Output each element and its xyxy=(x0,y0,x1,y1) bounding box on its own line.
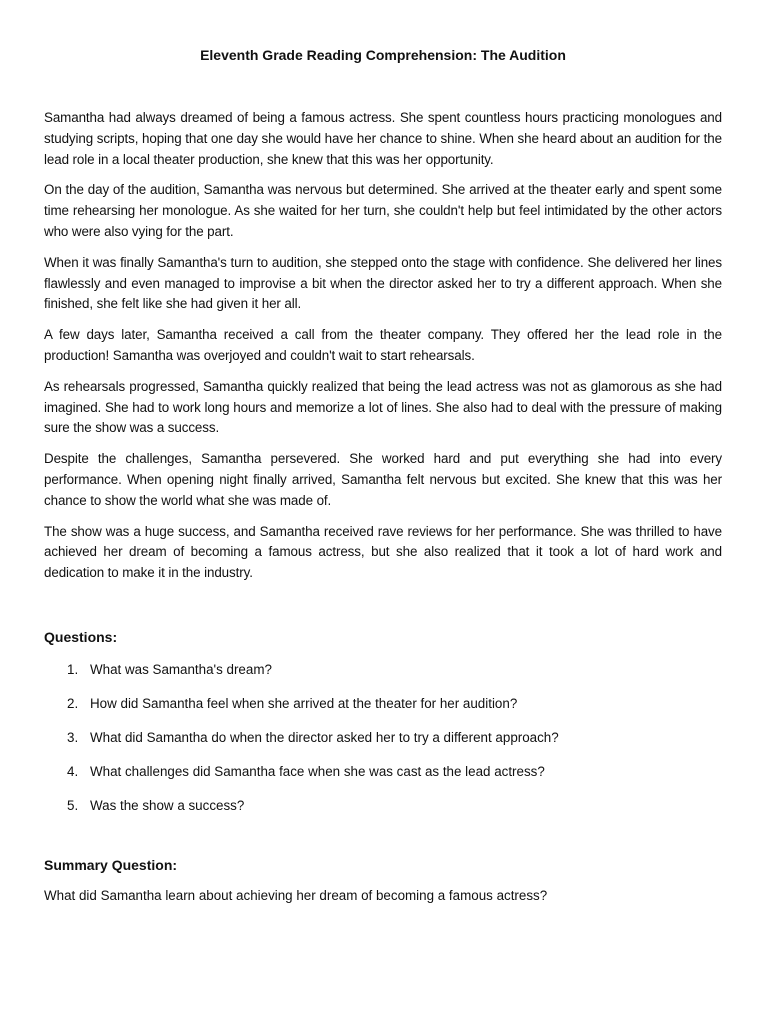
question-text: What did Samantha do when the director asked her to try a different approach? xyxy=(90,730,559,745)
passage-paragraph: The show was a huge success, and Samantha received rave reviews for her performance. She was thrilled to have achieved her dream of becoming a famous actress, but she also realized that it took a lot of hard work and dedication to make it in the industry. xyxy=(44,523,722,581)
question-item xyxy=(44,660,722,694)
question-text: Was the show a success? xyxy=(90,798,245,813)
summary-question-text: What did Samantha learn about achieving her dream of becoming a famous actress? xyxy=(44,888,548,903)
questions-list xyxy=(44,660,722,830)
question-number: 2. xyxy=(67,696,79,711)
passage-paragraph: Samantha had always dreamed of being a famous actress. She spent countless hours practicing monologues and studying scripts, hoping that one day she would have her chance to shine. When she heard about an audition for the lead role in a local theater production, she knew that this was her opportunity. xyxy=(44,110,722,167)
question-number: 3. xyxy=(67,730,79,745)
question-item xyxy=(44,796,722,830)
question-item xyxy=(44,728,722,762)
question-text: What challenges did Samantha face when she was cast as the lead actress? xyxy=(90,764,545,779)
question-number: 4. xyxy=(67,764,79,779)
summary-heading: Summary Question: xyxy=(44,857,178,873)
worksheet-page xyxy=(44,0,722,1024)
passage-paragraph: Despite the challenges, Samantha persevered. She worked hard and put everything she had into every performance. When opening night finally arrived, Samantha felt nervous but excited. She knew that this was her chance to show the world what she was made of. xyxy=(44,451,722,508)
passage-paragraph: As rehearsals progressed, Samantha quickly realized that being the lead actress was not as glamorous as she had imagined. She had to work long hours and memorize a lot of lines. She also had to deal with the pressure of making sure the show was a success. xyxy=(44,378,722,436)
question-number: 1. xyxy=(67,662,79,677)
question-text: How did Samantha feel when she arrived at the theater for her audition? xyxy=(90,696,518,711)
question-item xyxy=(44,762,722,796)
question-item xyxy=(44,694,722,728)
worksheet-title: Eleventh Grade Reading Comprehension: The Audition xyxy=(200,47,566,63)
passage-paragraph: A few days later, Samantha received a call from the theater company. They offered her the lead role in the production! Samantha was overjoyed and couldn't wait to start rehearsals. xyxy=(44,327,722,363)
reading-passage xyxy=(44,108,722,594)
question-text: What was Samantha's dream? xyxy=(90,662,272,677)
passage-paragraph: On the day of the audition, Samantha was nervous but determined. She arrived at the theater early and spent some time rehearsing her monologue. As she waited for her turn, she couldn't help but feel intimidated by the other actors who were also vying for the part. xyxy=(44,182,722,239)
passage-paragraph: When it was finally Samantha's turn to audition, she stepped onto the stage with confidence. She delivered her lines flawlessly and even managed to improvise a bit when the director asked her to try a different approach. When she finished, she felt like she had given it her all. xyxy=(44,254,722,312)
questions-heading: Questions: xyxy=(44,629,118,645)
question-number: 5. xyxy=(67,798,79,813)
